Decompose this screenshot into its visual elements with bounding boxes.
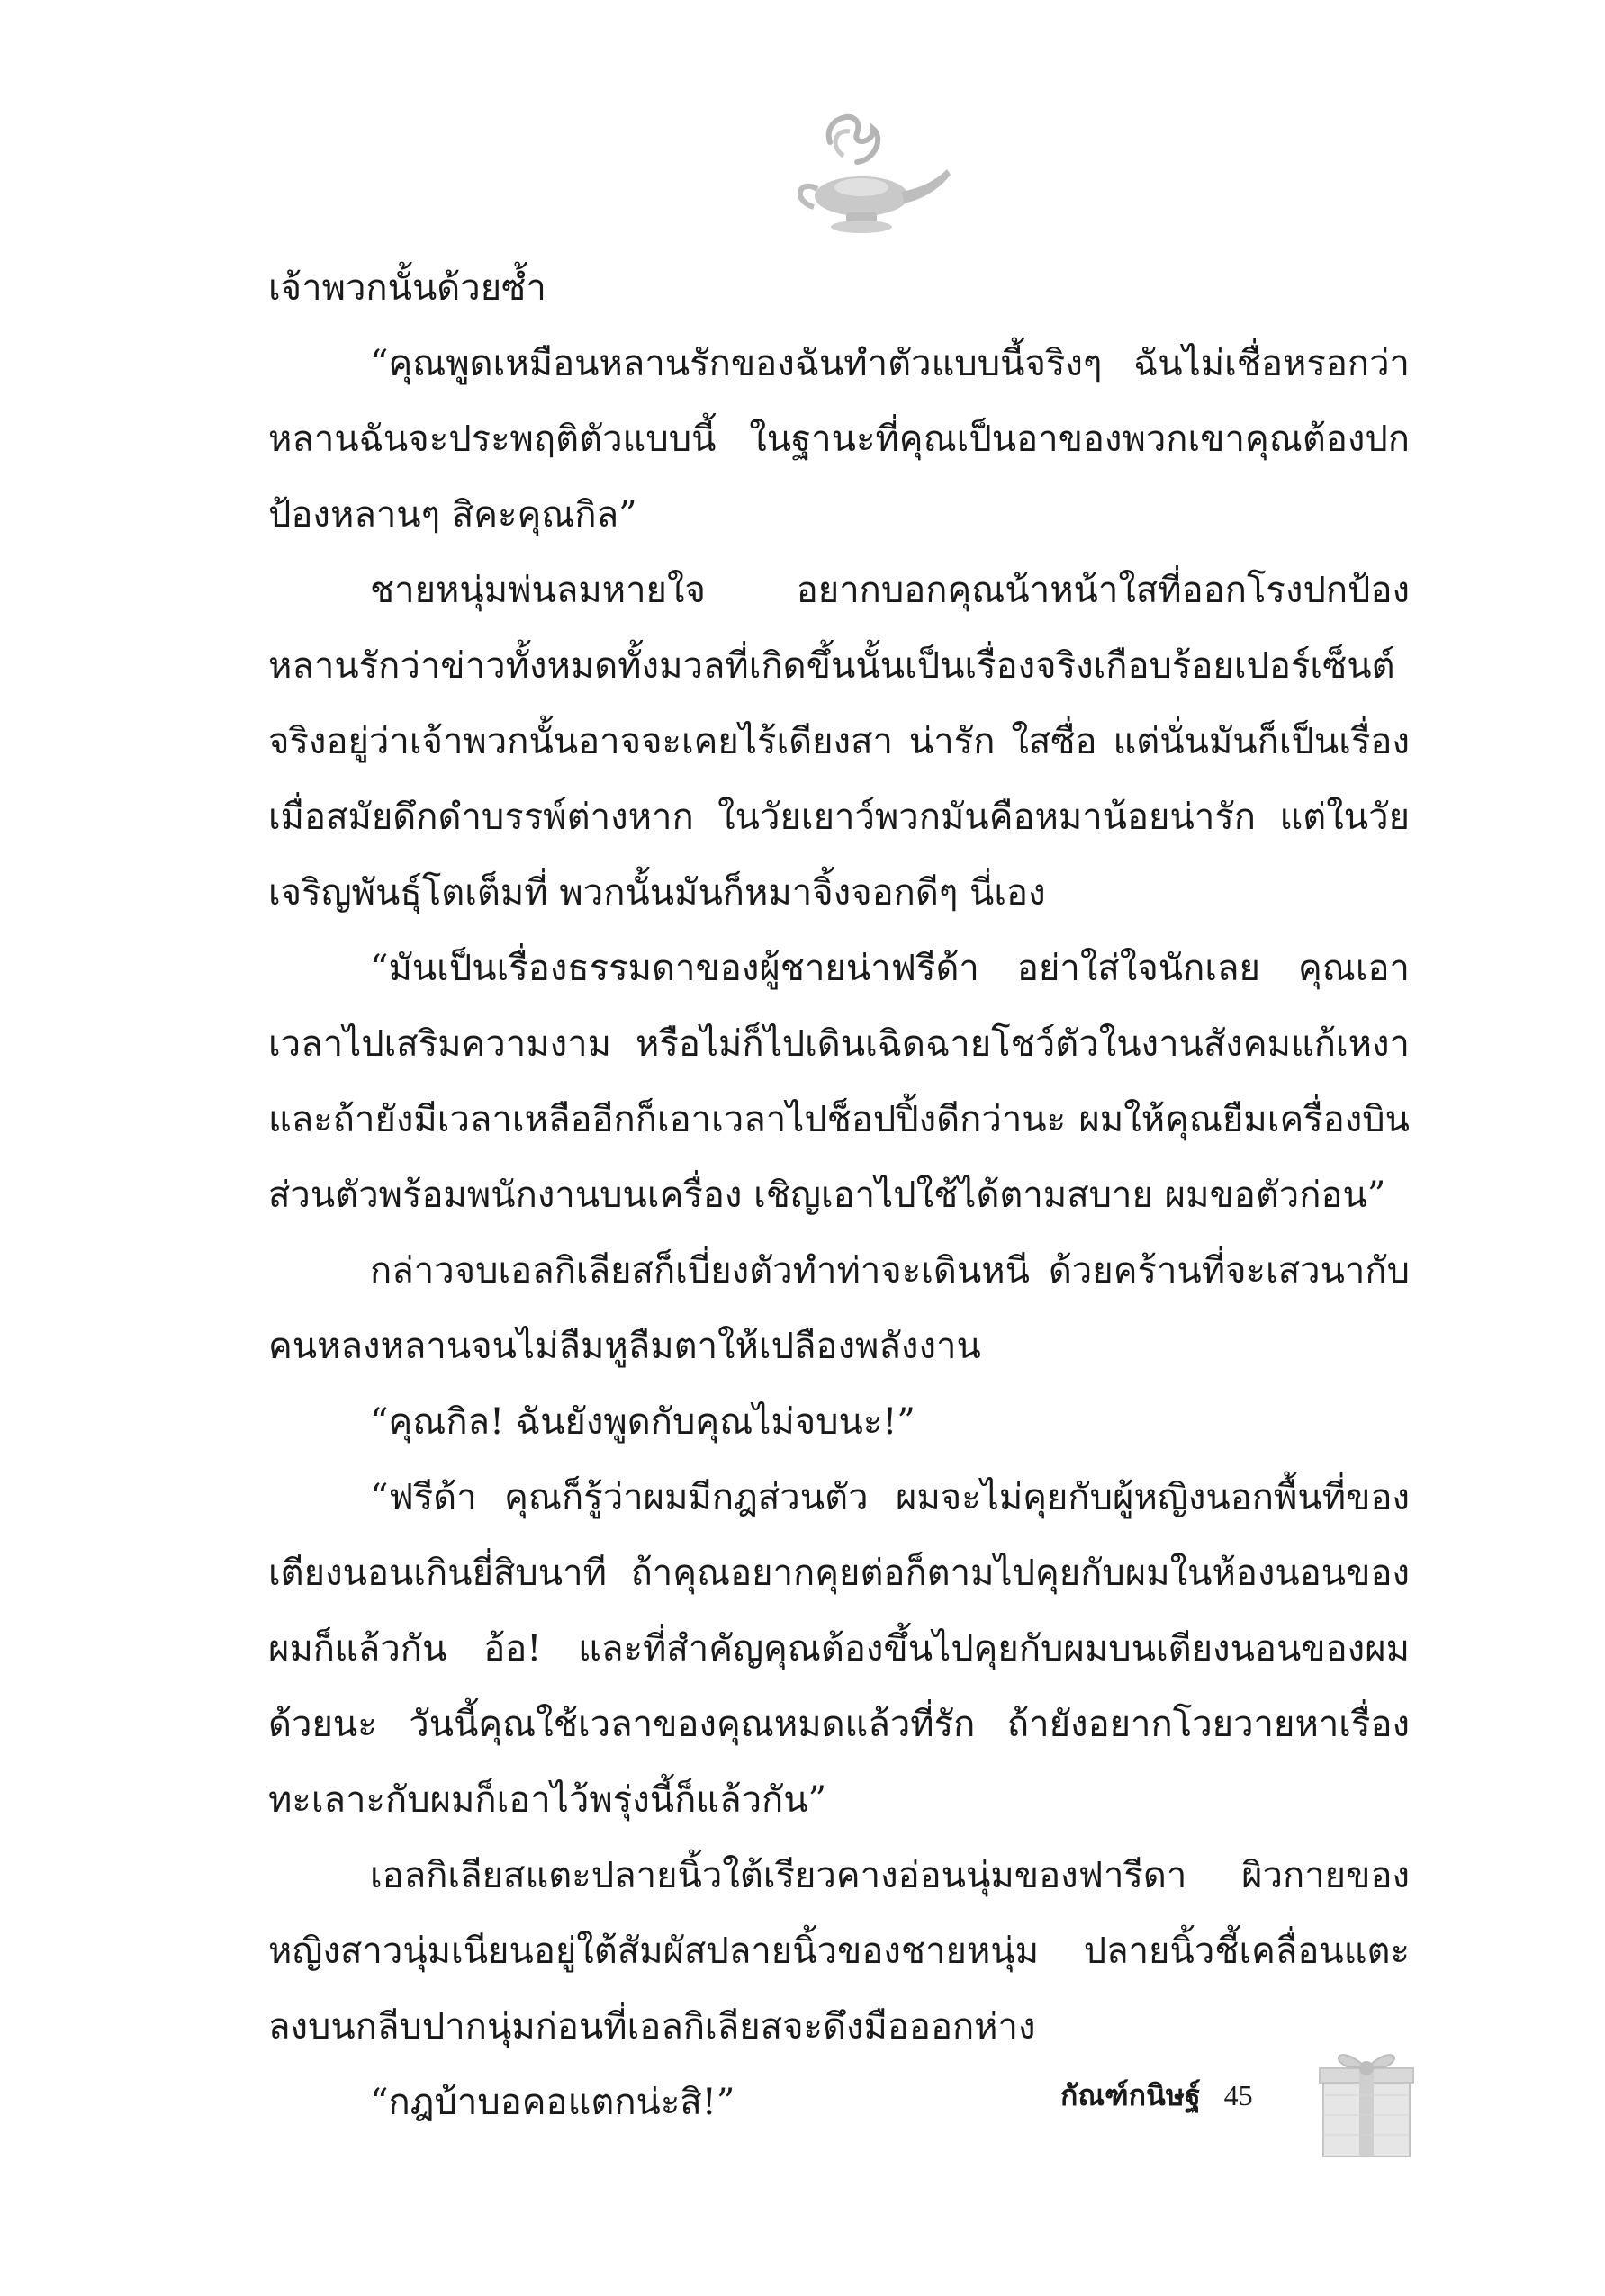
paragraph: เอลกิเลียสแตะปลายนิ้วใต้เรียวคางอ่อนนุ่มของฟารีดา ผิวกายของหญิงสาวนุ่มเนียนอยู่ใต้สัมผัสปลายนิ้วของชายหนุ่ม ปลายนิ้วชี้เคลื่อนแตะลงบนกลีบปากนุ่มก่อนที่เอลกิเลียสจะดึงมือออกห่าง xyxy=(268,1855,1410,2048)
book-title: กัณฑ์กนิษฐ์ xyxy=(1060,2077,1201,2112)
page-footer xyxy=(1060,2070,1253,2120)
paragraph: “คุณกิล! ฉันยังพูดกับคุณไม่จบนะ!” xyxy=(370,1401,915,1443)
paragraph: “ฟรีด้า คุณก็รู้ว่าผมมีกฎส่วนตัว ผมจะไม่คุยกับผู้หญิงนอกพื้นที่ของเตียงนอนเกินยี่สิบนาที ถ้าคุณอยากคุยต่อก็ตามไปคุยกับผมในห้องนอนของผมก็แล้วกัน อ้อ! และที่สำคัญคุณต้องขึ้นไปคุยกับผมบนเตียงนอนของผมด้วยนะ วันนี้คุณใช้เวลาของคุณหมดแล้วที่รัก ถ้ายังอยากโวยวายหาเรื่องทะเลาะกับผมก็เอาไว้พรุ่งนี้ก็แล้วกัน” xyxy=(268,1477,1410,1821)
body-text xyxy=(268,250,1410,2140)
gift-box-icon xyxy=(1316,2041,1417,2160)
genie-lamp-icon xyxy=(767,106,956,241)
paragraph: ชายหนุ่มพ่นลมหายใจ อยากบอกคุณน้าหน้าใสที่ออกโรงปกป้องหลานรักว่าข่าวทั้งหมดทั้งมวลที่เกิดขึ้นนั้นเป็นเรื่องจริงเกือบร้อยเปอร์เซ็นต์ จริงอยู่ว่าเจ้าพวกนั้นอาจจะเคยไร้เดียงสา น่ารัก ใสซื่อ แต่นั่นมันก็เป็นเรื่องเมื่อสมัยดึกดำบรรพ์ต่างหาก ในวัยเยาว์พวกมันคือหมาน้อยน่ารัก แต่ในวัยเจริญพันธุ์โตเต็มที่ พวกนั้นมันก็หมาจิ้งจอกดีๆ นี่เอง xyxy=(268,570,1410,914)
page-number: 45 xyxy=(1223,2078,1253,2111)
paragraph: “คุณพูดเหมือนหลานรักของฉันทำตัวแบบนี้จริงๆ ฉันไม่เชื่อหรอกว่าหลานฉันจะประพฤติตัวแบบนี้ ในฐานะที่คุณเป็นอาของพวกเขาคุณต้องปกป้องหลานๆ สิคะคุณกิล” xyxy=(268,343,1410,536)
paragraph: กล่าวจบเอลกิเลียสก็เบี่ยงตัวทำท่าจะเดินหนี ด้วยคร้านที่จะเสวนากับคนหลงหลานจนไม่ลืมหูลืมตาให้เปลืองพลังงาน xyxy=(268,1250,1410,1367)
paragraph: เจ้าพวกนั้นด้วยซ้ำ xyxy=(268,267,546,309)
paragraph: “กฎบ้าบอคอแตกน่ะสิ!” xyxy=(370,2082,735,2123)
paragraph: “มันเป็นเรื่องธรรมดาของผู้ชายน่าฟรีด้า อย่าใส่ใจนักเลย คุณเอาเวลาไปเสริมความงาม หรือไม่ก็ไปเดินเฉิดฉายโชว์ตัวในงานสังคมแก้เหงา และถ้ายังมีเวลาเหลืออีกก็เอาเวลาไปช็อปปิ้งดีกว่านะ ผมให้คุณยืมเครื่องบินส่วนตัวพร้อมพนักงานบนเครื่อง เชิญเอาไปใช้ได้ตามสบาย ผมขอตัวก่อน” xyxy=(268,948,1410,1216)
